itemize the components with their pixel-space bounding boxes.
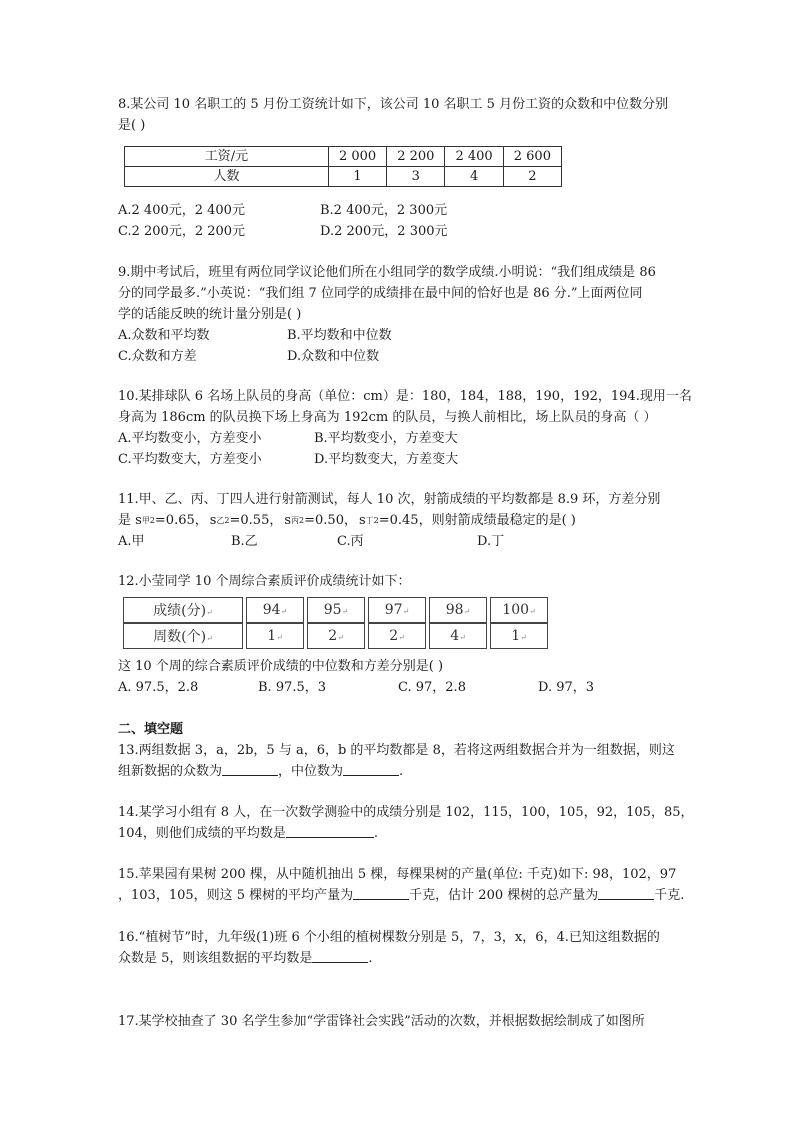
answer-blank[interactable] [343,761,399,776]
answer-blank[interactable] [312,948,368,963]
table-cell: 94↵ [246,597,304,623]
option-d: D.众数和中位数 [287,349,380,364]
answer-blank[interactable] [222,761,278,776]
question-12 [118,571,708,592]
question-15: 15.苹果园有果树 200 棵，从中随机抽出 5 棵，每棵果树的产量(单位: 千克)如下: 98，102，97 ，103，105，则这 5 棵树的平均产量为 千克，估计 200 棵树的总产量为 千克. [118,864,708,906]
table-cell: 2 [503,167,561,187]
option-b: B. 97.5，3 [258,680,327,695]
table-cell: 2 200 [387,147,445,167]
option-a: A. 97.5，2.8 [118,680,199,695]
answer-blank[interactable] [598,885,654,900]
table-cell: 2 400 [445,147,503,167]
option-b: B.平均数和中位数 [287,328,392,343]
q10-line2: 身高为 186cm 的队员换下场上身高为 192cm 的队员，与换人前相比，场上队员的身高（ ） [118,410,657,425]
question-10 [118,386,708,470]
option-d: D.平均数变大，方差变大 [314,452,459,467]
q16-line1: 16.“植树节”时，九年级(1)班 6 个小组的植树棵数分别是 5，7，3，x，6，4.已知这组数据的 [118,930,660,945]
q12-question [118,656,708,698]
q8-options [118,200,708,242]
table-cell: 95↵ [307,597,365,623]
table-cell: 100↵ [490,597,548,623]
option-d: D.丁 [477,534,505,549]
q9-line3: 学的话能反映的统计量分别是( ) [118,307,302,322]
table-cell: 2↵ [307,623,365,649]
q8-line2: 是( ) [118,118,146,133]
q17-line1: 17.某学校抽查了 30 名学生参加“学雷锋社会实践”活动的次数，并根据数据绘制成了如图所 [118,1014,645,1029]
table-cell: 2↵ [368,623,426,649]
table-cell: 人数 [125,167,329,187]
table-cell: 98↵ [429,597,487,623]
table-cell: 成绩(分)↵ [123,597,243,623]
q11-line2: 是 s 甲 2 =0.65， s 乙 2 =0.55， s 丙 2 =0.50， s 丁 2 =0.45，则射箭成绩最稳定的是( ) [118,513,576,528]
question-16: 16.“植树节”时，九年级(1)班 6 个小组的植树棵数分别是 5，7，3，x，6，4.已知这组数据的 众数是 5，则该组数据的平均数是 . [118,927,708,969]
option-a: A.众数和平均数 [118,328,210,343]
question-8 [118,94,708,136]
table-row [123,597,548,623]
option-d: D.2 200元，2 300元 [320,224,448,239]
q8-salary-table [124,146,562,187]
table-cell: 4 [445,167,503,187]
q12-line1: 12.小莹同学 10 个周综合素质评价成绩统计如下： [118,574,411,589]
table-cell: 1↵ [490,623,548,649]
q12-score-table [120,597,551,649]
table-row [125,167,562,187]
q9-line2: 分的同学最多.”小英说：“我们组 7 位同学的成绩排在最中间的恰好也是 86 分.”上面两位同 [118,286,643,301]
option-c: C. 97，2.8 [398,680,466,695]
question-13: 13.两组数据 3，a，2b，5 与 a，6，b 的平均数都是 8，若将这两组数据合并为一组数据，则这 组新数据的众数为 ，中位数为 . [118,740,708,782]
option-c: C.2 200元，2 200元 [118,224,246,239]
q10-line1: 10.某排球队 6 名场上队员的身高（单位：cm）是：180，184，188，190，192，194.现用一名 [118,389,692,404]
option-c: C.丙 [337,534,364,549]
option-d: D. 97，3 [538,680,595,695]
table-cell: 97↵ [368,597,426,623]
q13-line1: 13.两组数据 3，a，2b，5 与 a，6，b 的平均数都是 8，若将这两组数据合并为一组数据，则这 [118,743,675,758]
option-a: A.平均数变小，方差变小 [118,431,262,446]
option-b: B.2 400元，2 300元 [320,203,448,218]
question-9 [118,262,708,367]
table-cell: 2 000 [328,147,386,167]
table-cell: 2 600 [503,147,561,167]
q12-line2: 这 10 个周的综合素质评价成绩的中位数和方差分别是( ) [118,659,444,674]
q9-line1: 9.期中考试后，班里有两位同学议论他们所在小组同学的数学成绩.小明说：“我们组成绩是 86 [118,265,656,280]
table-cell: 周数(个)↵ [123,623,243,649]
option-a: A.2 400元，2 400元 [118,203,245,218]
question-11 [118,489,708,552]
option-b: B.乙 [231,534,258,549]
table-cell: 工资/元 [125,147,329,167]
q11-line1: 11.甲、乙、丙、丁四人进行射箭测试，每人 10 次，射箭成绩的平均数都是 8.9 环，方差分别 [118,492,661,507]
option-c: C.平均数变大，方差变小 [118,452,262,467]
table-row [123,623,548,649]
q14-line1: 14.某学习小组有 8 人，在一次数学测验中的成绩分别是 102，115，100，105，92，105，85， [118,805,694,820]
q8-line1: 8.某公司 10 名职工的 5 月份工资统计如下，该公司 10 名职工 5 月份工资的众数和中位数分别 [118,97,669,112]
option-b: B.平均数变小，方差变大 [314,431,458,446]
table-row [125,147,562,167]
table-cell: 1 [328,167,386,187]
answer-blank[interactable] [286,823,374,838]
table-cell: 1↵ [246,623,304,649]
question-14: 14.某学习小组有 8 人，在一次数学测验中的成绩分别是 102，115，100，105，92，105，85， 104，则他们成绩的平均数是 . [118,802,708,844]
table-cell: 3 [387,167,445,187]
table-cell: 4↵ [429,623,487,649]
q15-line1: 15.苹果园有果树 200 棵，从中随机抽出 5 棵，每棵果树的产量(单位: 千克)如下: 98，102，97 [118,867,677,882]
question-17 [118,1011,708,1032]
answer-blank[interactable] [353,885,409,900]
option-c: C.众数和方差 [118,349,197,364]
section-title: 二、填空题 [118,722,184,737]
option-a: A.甲 [118,534,145,549]
